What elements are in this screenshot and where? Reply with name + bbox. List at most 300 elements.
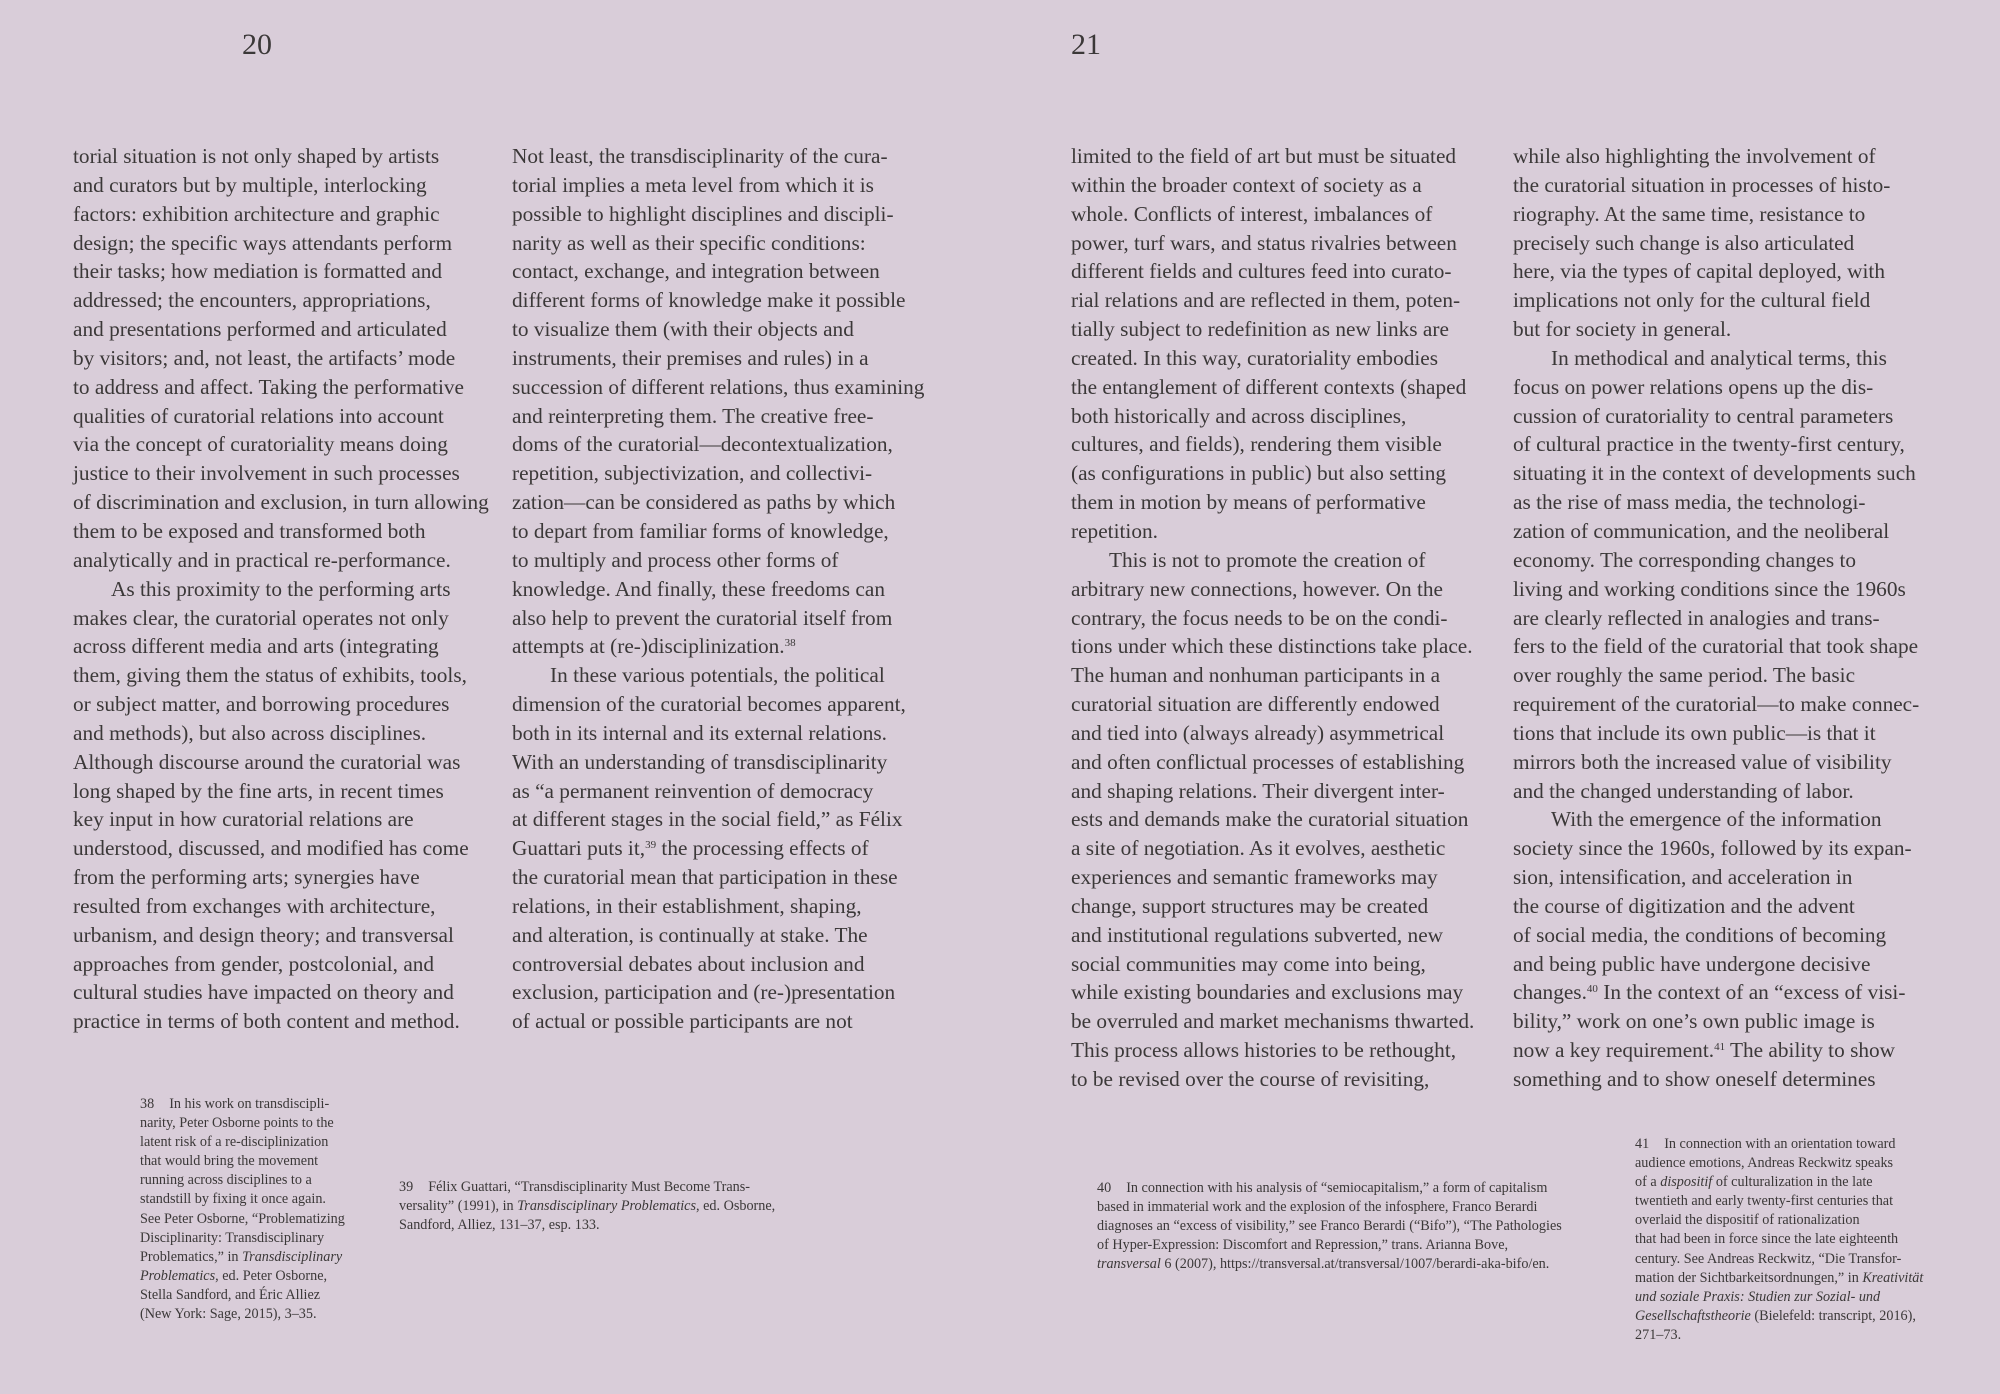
text-line [1071, 978, 1501, 1007]
text-segment: and curators but by multiple, interlocking [73, 172, 427, 197]
text-segment: repetition. [1071, 518, 1158, 543]
text-segment: and presentations performed and articulated [73, 317, 447, 342]
text-line [1071, 286, 1501, 315]
text-segment: torial implies a meta level from which it is [512, 172, 874, 197]
text-segment: qualities of curatorial relations into account [73, 403, 444, 428]
page-number-left: 20 [242, 28, 272, 61]
text-segment: bility,” work on one’s own public image is [1513, 1009, 1875, 1034]
text-line [1097, 1255, 1562, 1274]
text-line [512, 430, 942, 459]
text-line [1071, 344, 1501, 373]
text-line [1071, 517, 1501, 546]
text-line [512, 142, 942, 171]
text-line [73, 632, 503, 661]
text-line [73, 171, 503, 200]
text-line [512, 719, 942, 748]
text-line [1513, 719, 1943, 748]
text-segment: ests and demands make the curatorial situation [1071, 807, 1469, 832]
text-line [1635, 1192, 1923, 1211]
text-line [512, 200, 942, 229]
text-segment: and often conflictual processes of establishing [1071, 749, 1465, 774]
text-segment: dimension of the curatorial becomes apparent, [512, 692, 906, 717]
text-line [512, 459, 942, 488]
text-line [1513, 257, 1943, 286]
text-line [140, 1229, 345, 1248]
text-line [1513, 892, 1943, 921]
footnote-reference: 38 [784, 637, 796, 650]
text-segment: urbanism, and design theory; and transversal [73, 922, 454, 947]
text-line [512, 978, 942, 1007]
text-segment: , ed. Peter Osborne, [215, 1267, 328, 1284]
text-segment: precisely such change is also articulated [1513, 230, 1855, 255]
text-line [512, 834, 942, 863]
text-column-2 [512, 142, 942, 1036]
text-segment: the entanglement of different contexts (shaped [1071, 374, 1467, 399]
text-segment: tions under which these distinctions take place. [1071, 634, 1473, 659]
text-line [73, 257, 503, 286]
text-segment: by visitors; and, not least, the artifacts’ mode [73, 345, 456, 370]
text-line [1071, 834, 1501, 863]
text-segment: of culturalization in the late [1712, 1174, 1873, 1191]
footnote-41 [1635, 1135, 1923, 1345]
text-line [512, 950, 942, 979]
text-line [1071, 257, 1501, 286]
text-segment: experiences and semantic frameworks may [1071, 865, 1438, 890]
footnote-39 [399, 1178, 775, 1235]
text-line [140, 1248, 345, 1267]
text-segment: are clearly reflected in analogies and trans- [1513, 605, 1880, 630]
text-segment: Félix Guattari, “Transdisciplinarity Must Become Trans- [428, 1179, 751, 1195]
text-line [1071, 863, 1501, 892]
text-line [1513, 344, 1943, 373]
text-line [1635, 1154, 1923, 1173]
text-segment: while also highlighting the involvement of [1513, 144, 1876, 168]
text-segment: different fields and cultures feed into curato- [1071, 259, 1452, 284]
text-line [1071, 921, 1501, 950]
text-line [512, 604, 942, 633]
text-segment: implications not only for the cultural field [1513, 288, 1871, 313]
text-line [1513, 950, 1943, 979]
footnote-number: 41 [1635, 1136, 1650, 1152]
text-line [1513, 171, 1943, 200]
text-line [1513, 834, 1943, 863]
text-segment: attempts at (re-)disciplinization. [512, 634, 785, 659]
text-segment: sion, intensification, and acceleration in [1513, 865, 1853, 890]
text-segment: both in its internal and its external relations. [512, 720, 887, 745]
text-line [512, 748, 942, 777]
text-line [73, 604, 503, 633]
text-line [1071, 488, 1501, 517]
text-segment: and reinterpreting them. The creative free- [512, 403, 874, 428]
text-segment: here, via the types of capital deployed, with [1513, 259, 1885, 284]
text-line [1635, 1211, 1923, 1230]
text-segment: via the concept of curatoriality means doing [73, 432, 448, 457]
italic-title: und soziale Praxis: Studien zur Sozial- und [1635, 1288, 1881, 1305]
text-segment: possible to highlight disciplines and discipli- [512, 201, 894, 226]
text-segment: over roughly the same period. The basic [1513, 663, 1856, 688]
text-line [512, 690, 942, 719]
text-line [1097, 1198, 1562, 1217]
text-segment: (New York: Sage, 2015), 3–35. [140, 1306, 317, 1323]
text-line [1513, 229, 1943, 258]
text-segment: now a key requirement. [1513, 1038, 1715, 1063]
text-segment: Stella Sandford, and Éric Alliez [140, 1286, 321, 1303]
text-segment: and methods), but also across disciplines. [73, 720, 427, 745]
text-segment: understood, discussed, and modified has come [73, 836, 469, 861]
text-segment: doms of the curatorial—decontextualization, [512, 432, 893, 457]
text-line [1635, 1250, 1923, 1269]
text-line [512, 892, 942, 921]
text-line [512, 344, 942, 373]
text-line [73, 488, 503, 517]
text-line [73, 402, 503, 431]
text-column-3 [1071, 142, 1501, 1094]
text-segment: limited to the field of art but must be situated [1071, 144, 1457, 168]
text-segment: the course of digitization and the advent [1513, 893, 1855, 918]
text-segment: 271–73. [1635, 1326, 1682, 1343]
text-segment: 6 (2007), https://transversal.at/transversal/1007/berardi-aka-bifo/en. [1160, 1256, 1550, 1273]
text-segment: key input in how curatorial relations are [73, 807, 414, 832]
footnote-40 [1097, 1179, 1562, 1274]
text-segment: situating it in the context of developments such [1513, 461, 1916, 486]
text-line [140, 1152, 345, 1171]
text-segment: standstill by fixing it once again. [140, 1191, 326, 1208]
text-line [1097, 1217, 1562, 1236]
text-line [1513, 1036, 1943, 1065]
text-line [399, 1216, 775, 1235]
text-segment: narity, Peter Osborne points to the [140, 1115, 334, 1132]
text-line [1071, 459, 1501, 488]
text-segment: In methodical and analytical terms, this [1551, 345, 1887, 370]
text-line [73, 1007, 503, 1036]
text-line [1071, 777, 1501, 806]
text-segment: society since the 1960s, followed by its expan- [1513, 836, 1912, 861]
italic-title: Kreativität [1862, 1269, 1924, 1286]
footnote-reference: 39 [645, 839, 657, 852]
text-segment: addressed; the encounters, appropriations, [73, 288, 431, 313]
text-segment: This process allows histories to be rethought, [1071, 1038, 1457, 1063]
text-segment: approaches from gender, postcolonial, and [73, 951, 435, 976]
text-line [140, 1305, 345, 1324]
text-line [1513, 748, 1943, 777]
text-segment: zation of communication, and the neoliberal [1513, 518, 1890, 543]
text-line [1513, 459, 1943, 488]
text-segment: Not least, the transdisciplinarity of the cura- [512, 144, 888, 168]
text-line [1513, 517, 1943, 546]
text-line [1635, 1307, 1923, 1326]
text-line [1513, 632, 1943, 661]
text-segment: of actual or possible participants are not [512, 1009, 853, 1034]
text-line [1513, 1065, 1943, 1094]
text-segment: change, support structures may be created [1071, 893, 1429, 918]
text-line [1513, 315, 1943, 344]
text-segment: In connection with an orientation toward [1664, 1136, 1896, 1152]
text-segment: The human and nonhuman participants in a [1071, 663, 1441, 688]
text-line [512, 661, 942, 690]
text-segment: Although discourse around the curatorial was [73, 749, 461, 774]
text-line [73, 661, 503, 690]
text-line [73, 546, 503, 575]
italic-title: Transdisciplinary [242, 1248, 343, 1265]
text-line [140, 1095, 345, 1114]
text-segment: while existing boundaries and exclusions may [1071, 980, 1464, 1005]
text-line [1635, 1326, 1923, 1345]
text-segment: The ability to show [1725, 1038, 1896, 1063]
text-segment: (Bielefeld: transcript, 2016), [1750, 1307, 1916, 1324]
text-segment: that would bring the movement [140, 1153, 319, 1170]
text-segment: latent risk of a re-disciplinization [140, 1134, 329, 1151]
text-line [512, 171, 942, 200]
text-segment: different forms of knowledge make it possible [512, 288, 906, 313]
text-line [73, 892, 503, 921]
text-line [1071, 748, 1501, 777]
text-segment: twentieth and early twenty-first centuries that [1635, 1193, 1894, 1210]
text-segment: resulted from exchanges with architecture, [73, 893, 436, 918]
footnote-number: 39 [399, 1179, 414, 1195]
text-segment: torial situation is not only shaped by artists [73, 144, 440, 168]
text-segment: running across disciplines to a [140, 1172, 312, 1189]
text-segment: a site of negotiation. As it evolves, aesthetic [1071, 836, 1446, 861]
text-segment: tions that include its own public—is that it [1513, 720, 1876, 745]
text-line [512, 863, 942, 892]
footnote-reference: 40 [1586, 983, 1598, 996]
text-line [512, 805, 942, 834]
text-line [1071, 1007, 1501, 1036]
text-segment: , ed. Osborne, [696, 1198, 776, 1215]
text-line [1071, 604, 1501, 633]
text-segment: and shaping relations. Their divergent inter- [1071, 778, 1445, 803]
italic-title: Gesellschaftstheorie [1635, 1307, 1751, 1324]
text-segment: and tied into (always already) asymmetrical [1071, 720, 1445, 745]
text-line [1071, 373, 1501, 402]
text-line [512, 229, 942, 258]
text-line [73, 373, 503, 402]
text-segment: and being public have undergone decisive [1513, 951, 1871, 976]
text-segment: In these various potentials, the political [550, 663, 885, 688]
text-line [1513, 546, 1943, 575]
text-segment: With an understanding of transdisciplinarity [512, 749, 888, 774]
text-segment: both historically and across disciplines, [1071, 403, 1407, 428]
text-segment: of cultural practice in the twenty-first century, [1513, 432, 1905, 457]
text-line [1071, 950, 1501, 979]
text-segment: relations, in their establishment, shaping, [512, 893, 862, 918]
text-segment: analytically and in practical re-performance. [73, 547, 451, 572]
text-column-4 [1513, 142, 1943, 1094]
text-segment: diagnoses an “excess of visibility,” see Franco Berardi (“Bifo”), “The Pathologies [1097, 1218, 1562, 1235]
text-segment: of a [1635, 1174, 1661, 1191]
text-segment: design; the specific ways attendants perform [73, 230, 453, 255]
text-segment: to multiply and process other forms of [512, 547, 839, 572]
text-line [73, 229, 503, 258]
text-line [140, 1133, 345, 1152]
text-line [1071, 430, 1501, 459]
italic-title: transversal [1097, 1256, 1161, 1273]
text-segment: within the broader context of society as a [1071, 172, 1422, 197]
text-segment: economy. The corresponding changes to [1513, 547, 1857, 572]
page-number-right: 21 [1071, 28, 1101, 61]
text-segment: In his work on transdiscipli- [169, 1096, 330, 1112]
text-segment: zation—can be considered as paths by which [512, 490, 896, 515]
text-segment: audience emotions, Andreas Reckwitz speaks [1635, 1155, 1894, 1172]
text-segment: succession of different relations, thus examining [512, 374, 925, 399]
text-line [1513, 200, 1943, 229]
text-segment: something and to show oneself determines [1513, 1067, 1876, 1091]
text-line [73, 690, 503, 719]
text-segment: Disciplinarity: Transdisciplinary [140, 1229, 325, 1246]
text-line [1071, 546, 1501, 575]
text-line [1071, 200, 1501, 229]
text-line [1071, 892, 1501, 921]
text-segment: of Hyper-Expression: Discomfort and Repression,” trans. Arianna Bove, [1097, 1237, 1509, 1254]
text-line [1071, 315, 1501, 344]
text-segment: justice to their involvement in such processes [73, 461, 460, 486]
text-segment: as “a permanent reinvention of democracy [512, 778, 874, 803]
text-line [1635, 1230, 1923, 1249]
text-line [73, 777, 503, 806]
text-segment: to address and affect. Taking the performative [73, 374, 464, 399]
italic-title: Problematics [140, 1267, 216, 1284]
text-segment: but for society in general. [1513, 317, 1732, 342]
text-line [140, 1171, 345, 1190]
text-line [73, 921, 503, 950]
text-segment: This is not to promote the creation of [1109, 547, 1426, 572]
footnote-number: 38 [140, 1096, 155, 1112]
text-line [73, 834, 503, 863]
text-line [1513, 142, 1943, 171]
text-line [1513, 575, 1943, 604]
text-line [399, 1197, 775, 1216]
text-segment: fers to the field of the curatorial that took shape [1513, 634, 1919, 659]
text-line [1513, 373, 1943, 402]
text-segment: changes. [1513, 980, 1587, 1005]
text-segment: social communities may come into being, [1071, 951, 1426, 976]
text-line [73, 142, 503, 171]
text-line [1071, 805, 1501, 834]
text-segment: exclusion, participation and (re-)presentation [512, 980, 896, 1005]
text-line [399, 1178, 775, 1197]
text-segment: or subject matter, and borrowing procedures [73, 692, 450, 717]
text-line [140, 1267, 345, 1286]
text-line [1635, 1173, 1923, 1192]
text-segment: based in immaterial work and the explosion of the infosphere, Franco Berardi [1097, 1199, 1538, 1216]
text-line [73, 748, 503, 777]
text-line [1071, 1036, 1501, 1065]
text-segment: at different stages in the social field,” as Félix [512, 807, 903, 832]
text-line [1635, 1135, 1923, 1154]
text-line [1635, 1269, 1923, 1288]
text-segment: of discrimination and exclusion, in turn allowing [73, 490, 489, 515]
text-segment: practice in terms of both content and method. [73, 1009, 460, 1034]
text-line [1071, 142, 1501, 171]
text-line [512, 517, 942, 546]
text-line [512, 546, 942, 575]
text-segment: and the changed understanding of labor. [1513, 778, 1854, 803]
text-line [512, 777, 942, 806]
text-line [73, 517, 503, 546]
text-line [1513, 286, 1943, 315]
text-line [73, 430, 503, 459]
text-segment: With the emergence of the information [1551, 807, 1882, 832]
text-segment: makes clear, the curatorial operates not only [73, 605, 449, 630]
text-segment: tially subject to redefinition as new links are [1071, 317, 1449, 342]
text-line [73, 575, 503, 604]
text-line [73, 805, 503, 834]
text-line [1513, 661, 1943, 690]
text-segment: them in motion by means of performative [1071, 490, 1426, 515]
text-line [1071, 719, 1501, 748]
text-line [512, 488, 942, 517]
text-segment: the curatorial mean that participation in these [512, 865, 898, 890]
text-segment: century. See Andreas Reckwitz, “Die Transfor- [1635, 1250, 1902, 1267]
text-segment: the curatorial situation in processes of histo- [1513, 172, 1891, 197]
text-segment: to visualize them (with their objects and [512, 317, 854, 342]
text-line [512, 257, 942, 286]
text-segment: contrary, the focus needs to be on the condi- [1071, 605, 1448, 630]
text-line [73, 344, 503, 373]
text-segment: cultural studies have impacted on theory and [73, 980, 454, 1005]
text-segment: power, turf wars, and status rivalries between [1071, 230, 1457, 255]
text-line [512, 402, 942, 431]
text-line [512, 921, 942, 950]
text-segment: See Peter Osborne, “Problematizing [140, 1210, 345, 1227]
text-segment: mation der Sichtbarkeitsordnungen,” in [1635, 1269, 1863, 1286]
footnote-number: 40 [1097, 1180, 1112, 1196]
text-segment: rial relations and are reflected in them, poten- [1071, 288, 1461, 313]
text-line [73, 978, 503, 1007]
text-line [73, 863, 503, 892]
text-line [1071, 229, 1501, 258]
text-segment: created. In this way, curatoriality embodies [1071, 345, 1439, 370]
text-line [1071, 575, 1501, 604]
text-segment: and institutional regulations subverted, new [1071, 922, 1444, 947]
text-segment: to depart from familiar forms of knowledge, [512, 518, 889, 543]
text-segment: mirrors both the increased value of visibility [1513, 749, 1892, 774]
text-segment: them, giving them the status of exhibits, tools, [73, 663, 467, 688]
text-line [140, 1210, 345, 1229]
text-segment: Guattari puts it, [512, 836, 646, 861]
text-segment: from the performing arts; synergies have [73, 865, 420, 890]
text-segment: that had been in force since the late eighteenth [1635, 1231, 1899, 1248]
text-line [1513, 805, 1943, 834]
text-segment: (as configurations in public) but also setting [1071, 461, 1446, 486]
text-segment: living and working conditions since the 1960s [1513, 576, 1906, 601]
text-line [512, 315, 942, 344]
text-line [140, 1190, 345, 1209]
text-segment: In the context of an “excess of visi- [1597, 980, 1906, 1005]
text-line [1071, 171, 1501, 200]
text-line [73, 950, 503, 979]
italic-title: dispositif [1660, 1174, 1713, 1191]
text-segment: arbitrary new connections, however. On the [1071, 576, 1443, 601]
text-segment: riography. At the same time, resistance to [1513, 201, 1866, 226]
text-segment: be overruled and market mechanisms thwarted. [1071, 1009, 1475, 1034]
text-segment: Sandford, Alliez, 131–37, esp. 133. [399, 1217, 600, 1234]
text-segment: instruments, their premises and rules) in a [512, 345, 869, 370]
text-segment: knowledge. And finally, these freedoms can [512, 576, 885, 601]
text-segment: factors: exhibition architecture and graphic [73, 201, 440, 226]
text-line [140, 1286, 345, 1305]
text-line [1071, 632, 1501, 661]
text-column-1 [73, 142, 503, 1036]
text-line [1513, 430, 1943, 459]
text-segment: as the rise of mass media, the technologi- [1513, 490, 1866, 515]
text-segment: of social media, the conditions of becoming [1513, 922, 1887, 947]
text-segment: curatorial situation are differently endowed [1071, 692, 1440, 717]
text-line [140, 1114, 345, 1133]
text-line [512, 575, 942, 604]
italic-title: Transdisciplinary Problematics [517, 1198, 696, 1215]
text-segment: also help to prevent the curatorial itself from [512, 605, 893, 630]
